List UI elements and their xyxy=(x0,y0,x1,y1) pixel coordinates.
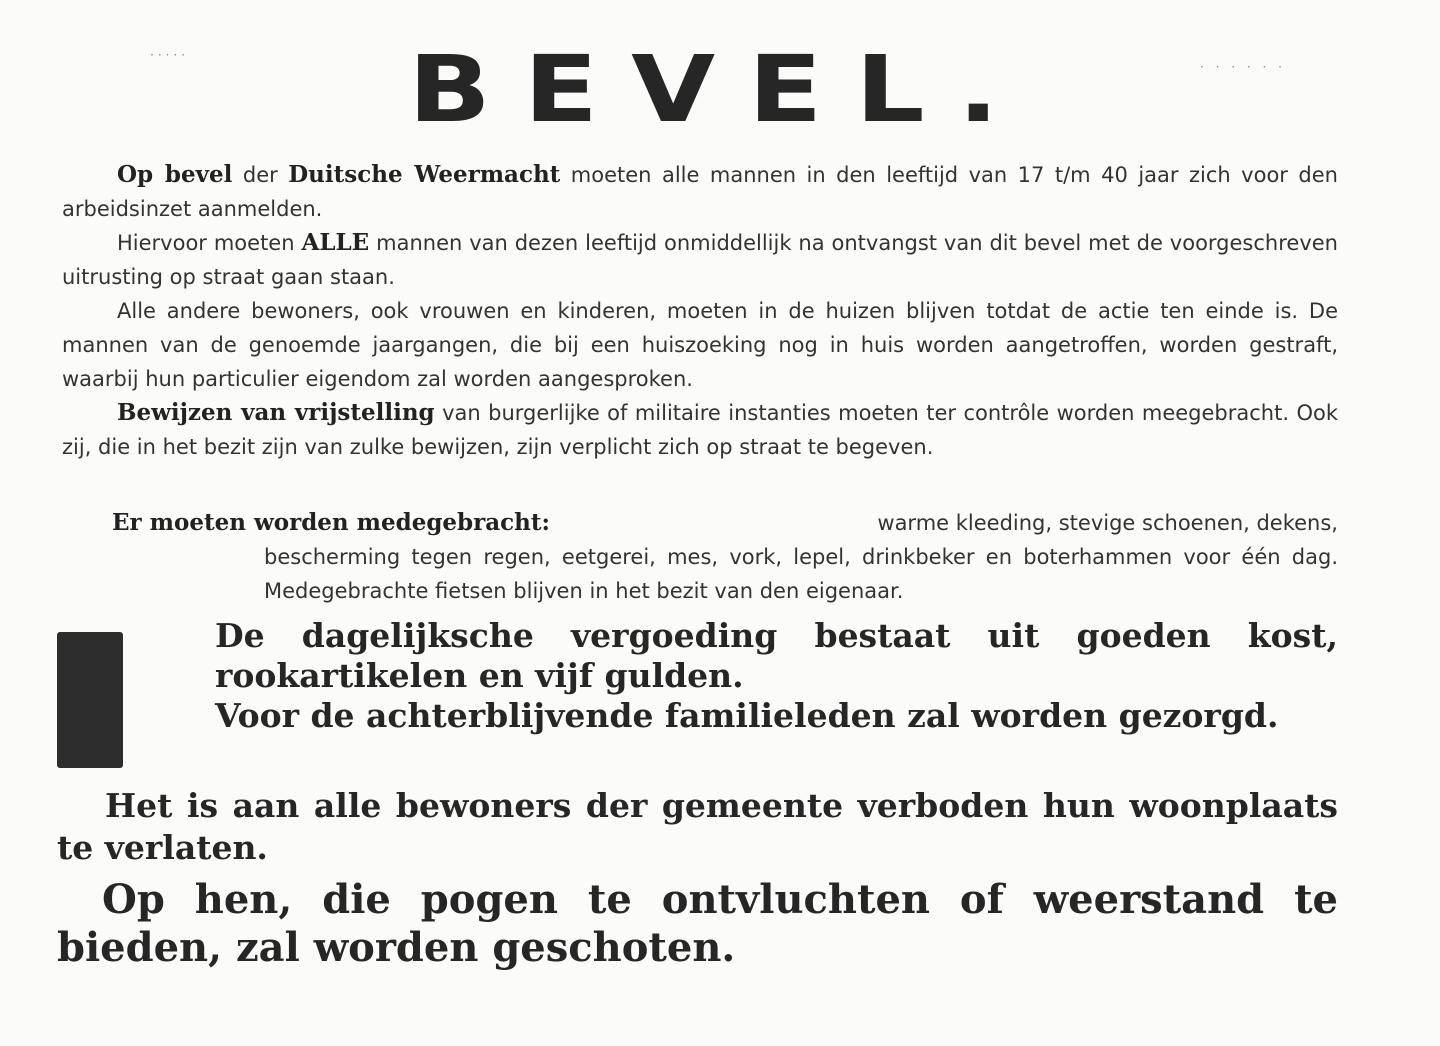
equipment-lead: Er moeten worden medegebracht: xyxy=(112,509,550,536)
print-speckle: ····· xyxy=(150,48,190,62)
order-organisation: Duitsche Weermacht xyxy=(288,161,561,188)
travel-ban-sentence: Het is aan alle bewoners der gemeente verboden hun woonplaats te verlaten. xyxy=(57,786,1338,867)
equipment-first-line xyxy=(112,506,1338,540)
exemption-text: van burgerlijke of militaire instanties moeten ter contrôle worden meegebracht. Ook zij, die in het bezit zijn van zulke bewijzen, zijn verplicht zich op straat te begeven. xyxy=(62,401,1338,459)
paragraph-order xyxy=(62,158,1338,226)
compensation-text: De dagelijksche vergoeding bestaat uit goeden kost, rookartikelen en vijf gulden. xyxy=(215,616,1338,695)
all-men-bold: ALLE xyxy=(301,229,370,256)
travel-ban-text xyxy=(57,785,1338,869)
all-men-text-1: Hiervoor moeten xyxy=(117,231,295,255)
all-men-text-2: mannen van dezen leeftijd onmiddellijk na ontvangst van dit bevel met de voorgeschreven uitrusting op straat gaan staan. xyxy=(62,231,1338,289)
black-marker-block xyxy=(57,632,123,768)
equipment-continuation: bescherming tegen regen, eetgerei, mes, vork, lepel, drinkbeker en boterhammen voor één dag. Medegebrachte fietsen blijven in het bezit van den eigenaar. xyxy=(264,545,1338,603)
warning-sentence: Op hen, die pogen te ontvluchten of weerstand te bieden, zal worden geschoten. xyxy=(57,876,1338,971)
print-speckle: · · · · · · xyxy=(1200,60,1286,74)
equipment-line-1: warme kleeding, stevige schoenen, dekens, xyxy=(877,511,1338,535)
paragraph-all-men xyxy=(62,226,1338,294)
paragraph-equipment xyxy=(112,506,1338,608)
paragraph-exemption xyxy=(62,396,1338,464)
order-text-2: moeten alle mannen in den leeftijd van 17 t/m 40 jaar zich voor den arbeidsinzet aanmelden. xyxy=(62,163,1338,221)
poster-title: BEVEL. xyxy=(408,36,1032,143)
paragraph-residents: Alle andere bewoners, ook vrouwen en kinderen, moeten in de huizen blijven totdat de actie ten einde is. De mannen van de genoemde jaargangen, die bij een huiszoeking nog in huis worden aangetroffen, worden gestraft, waarbij hun particulier eigendom zal worden aangesproken. xyxy=(62,299,1338,391)
exemption-lead: Bewijzen van vrijstelling xyxy=(117,399,435,426)
order-lead: Op bevel xyxy=(117,161,233,188)
compensation-block xyxy=(160,616,1338,736)
family-care-text: Voor de achterblijvende familieleden zal worden gezorgd. xyxy=(215,696,1279,735)
order-text-1: der xyxy=(242,163,278,187)
warning-text xyxy=(57,876,1338,972)
